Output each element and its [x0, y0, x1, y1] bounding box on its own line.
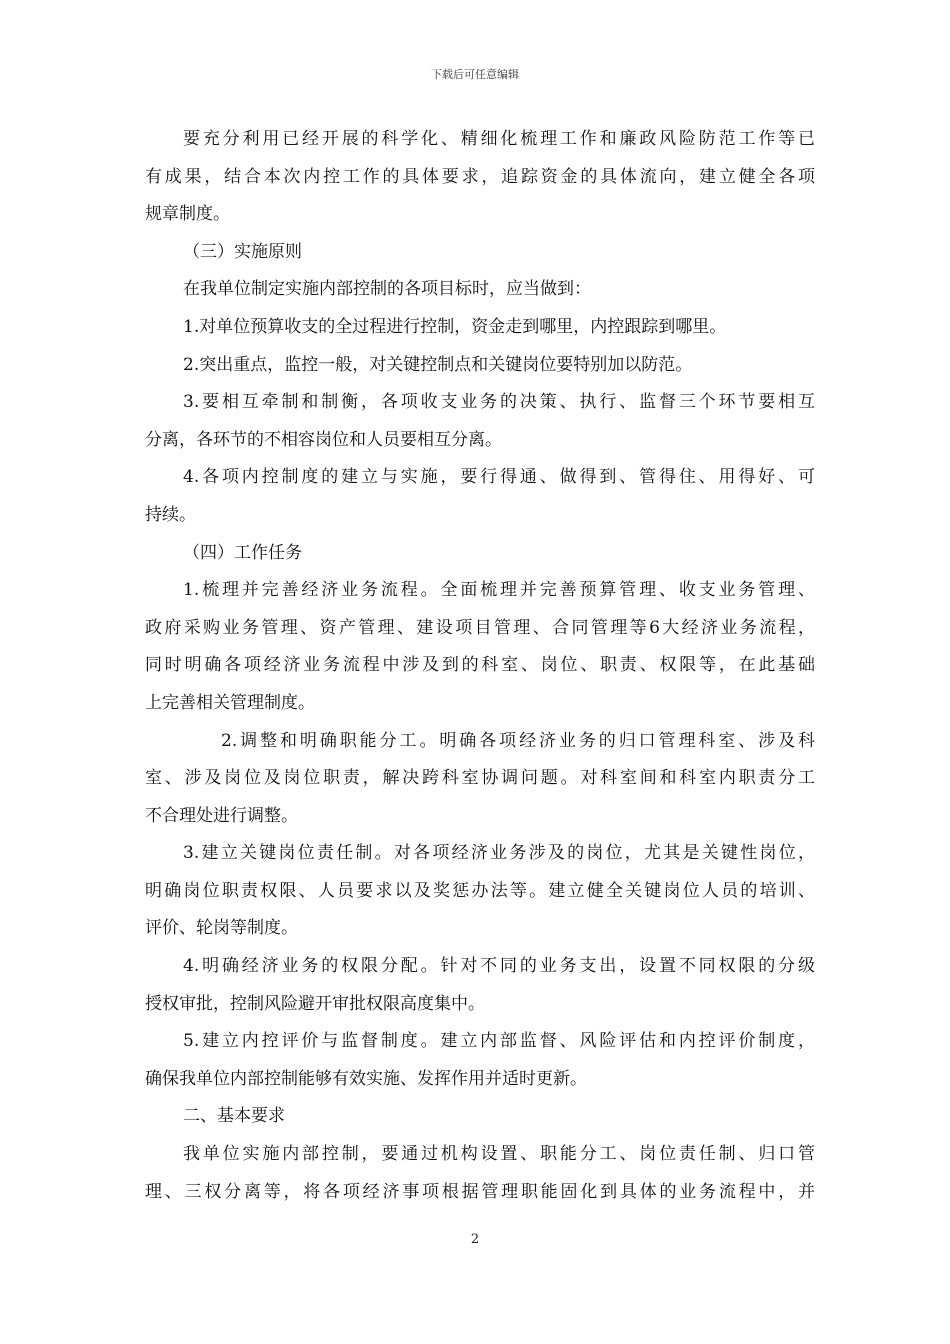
text-line: 授权审批，控制风险避开审批权限高度集中。: [145, 993, 485, 1014]
page-header: 下载后可任意编辑: [431, 68, 519, 81]
document-body: [145, 121, 815, 1211]
text-line: 明确岗位职责权限、人员要求以及奖惩办法等。建立健全关键岗位人员的培训、: [145, 880, 815, 901]
text-line: 有成果，结合本次内控工作的具体要求，追踪资金的具体流向，建立健全各项: [145, 166, 815, 187]
text-line: 5.建立内控评价与监督制度。建立内部监督、风险评估和内控评价制度，: [183, 1031, 815, 1052]
text-line: 1.对单位预算收支的全过程进行控制，资金走到哪里，内控跟踪到哪里。: [183, 316, 727, 337]
text-line: 二、基本要求: [183, 1106, 285, 1127]
text-line: 规章制度。: [145, 204, 230, 225]
text-line: （三）实施原则: [183, 241, 302, 262]
text-line: 分离，各环节的不相容岗位和人员要相互分离。: [145, 429, 502, 450]
text-line: 在我单位制定实施内部控制的各项目标时，应当做到：: [183, 279, 591, 300]
text-line: 同时明确各项经济业务流程中涉及到的科室、岗位、职责、权限等，在此基础: [145, 655, 815, 676]
text-line: 上完善相关管理制度。: [145, 692, 315, 713]
text-line: 2.突出重点，监控一般，对关键控制点和关键岗位要特别加以防范。: [183, 354, 693, 375]
text-line: 室、涉及岗位及岗位职责，解决跨科室协调问题。对科室间和科室内职责分工: [145, 768, 815, 789]
text-line: 我单位实施内部控制，要通过机构设置、职能分工、岗位责任制、归口管: [183, 1144, 815, 1165]
text-line: 要充分利用已经开展的科学化、精细化梳理工作和廉政风险防范工作等已: [183, 129, 815, 149]
text-line: 2.调整和明确职能分工。明确各项经济业务的归口管理科室、涉及科: [221, 730, 815, 751]
text-line: 确保我单位内部控制能够有效实施、发挥作用并适时更新。: [145, 1068, 587, 1089]
text-line: 理、三权分离等，将各项经济事项根据管理职能固化到具体的业务流程中，并: [145, 1181, 815, 1202]
text-line: 持续。: [145, 504, 196, 525]
text-line: 3.要相互牵制和制衡，各项收支业务的决策、执行、监督三个环节要相互: [183, 392, 815, 413]
text-line: 评价、轮岗等制度。: [145, 918, 298, 939]
text-line: 3.建立关键岗位责任制。对各项经济业务涉及的岗位，尤其是关键性岗位，: [183, 843, 815, 864]
text-line: 不合理处进行调整。: [145, 805, 298, 826]
page-number: 2: [470, 1232, 480, 1247]
text-line: 4.明确经济业务的权限分配。针对不同的业务支出，设置不同权限的分级: [183, 956, 815, 977]
text-line: 4.各项内控制度的建立与实施，要行得通、做得到、管得住、用得好、可: [183, 467, 815, 488]
text-line: 1.梳理并完善经济业务流程。全面梳理并完善预算管理、收支业务管理、: [183, 580, 815, 601]
text-line: （四）工作任务: [183, 542, 302, 563]
text-line: 政府采购业务管理、资产管理、建设项目管理、合同管理等6大经济业务流程，: [145, 617, 815, 638]
